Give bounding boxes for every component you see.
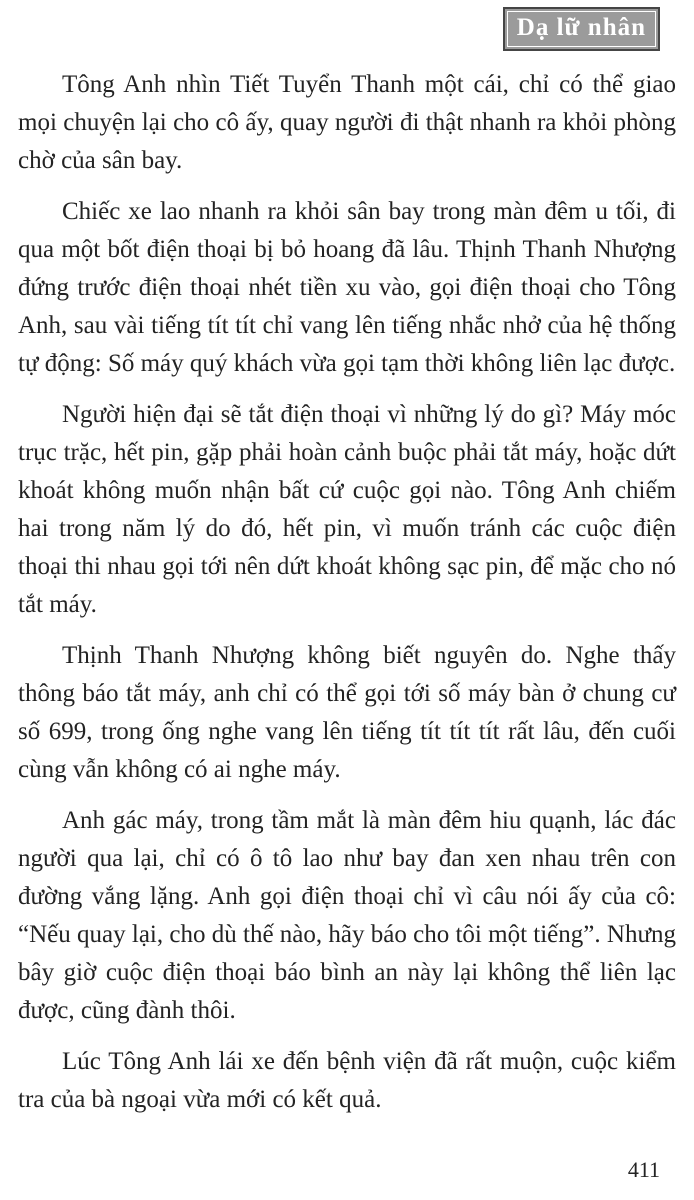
header-badge [503,7,660,51]
paragraph: Lúc Tông Anh lái xe đến bệnh viện đã rất muộn, cuộc kiểm tra của bà ngoại vừa mới có kết quả. [18,1048,676,1113]
header-badge-label: Dạ lữ nhân [507,11,656,47]
paragraph: Người hiện đại sẽ tắt điện thoại vì những lý do gì? Máy móc trục trặc, hết pin, gặp phải hoàn cảnh buộc phải tắt máy, hoặc dứt khoát không muốn nhận bất cứ cuộc gọi nào. Tông Anh chiếm hai trong năm lý do đó, hết pin, vì muốn tránh các cuộc điện thoại thi nhau gọi tới nên dứt khoát không sạc pin, để mặc cho nó tắt máy. [18,401,676,618]
text-block [18,66,676,1132]
paragraph: Tông Anh nhìn Tiết Tuyển Thanh một cái, chỉ có thể giao mọi chuyện lại cho cô ấy, quay người đi thật nhanh ra khỏi phòng chờ của sân bay. [18,71,676,174]
paragraph: Chiếc xe lao nhanh ra khỏi sân bay trong màn đêm u tối, đi qua một bốt điện thoại bị bỏ hoang đã lâu. Thịnh Thanh Nhượng đứng trước điện thoại nhét tiền xu vào, gọi điện thoại cho Tông Anh, sau vài tiếng tít tít chỉ vang lên tiếng nhắc nhở của hệ thống tự động: Số máy quý khách vừa gọi tạm thời không liên lạc được. [18,198,676,377]
page-number: 411 [627,1157,660,1182]
paragraph: Thịnh Thanh Nhượng không biết nguyên do. Nghe thấy thông báo tắt máy, anh chỉ có thể gọi tới số máy bàn ở chung cư số 699, trong ống nghe vang lên tiếng tít tít tít rất lâu, đến cuối cùng vẫn không có ai nghe máy. [18,642,676,783]
paragraph: Anh gác máy, trong tầm mắt là màn đêm hiu quạnh, lác đác người qua lại, chỉ có ô tô lao như bay đan xen nhau trên con đường vắng lặng. Anh gọi điện thoại chỉ vì câu nói ấy của cô: “Nếu quay lại, cho dù thế nào, hãy báo cho tôi một tiếng”. Nhưng bây giờ cuộc điện thoại báo bình an này lại không thể liên lạc được, cũng đành thôi. [18,807,676,1024]
